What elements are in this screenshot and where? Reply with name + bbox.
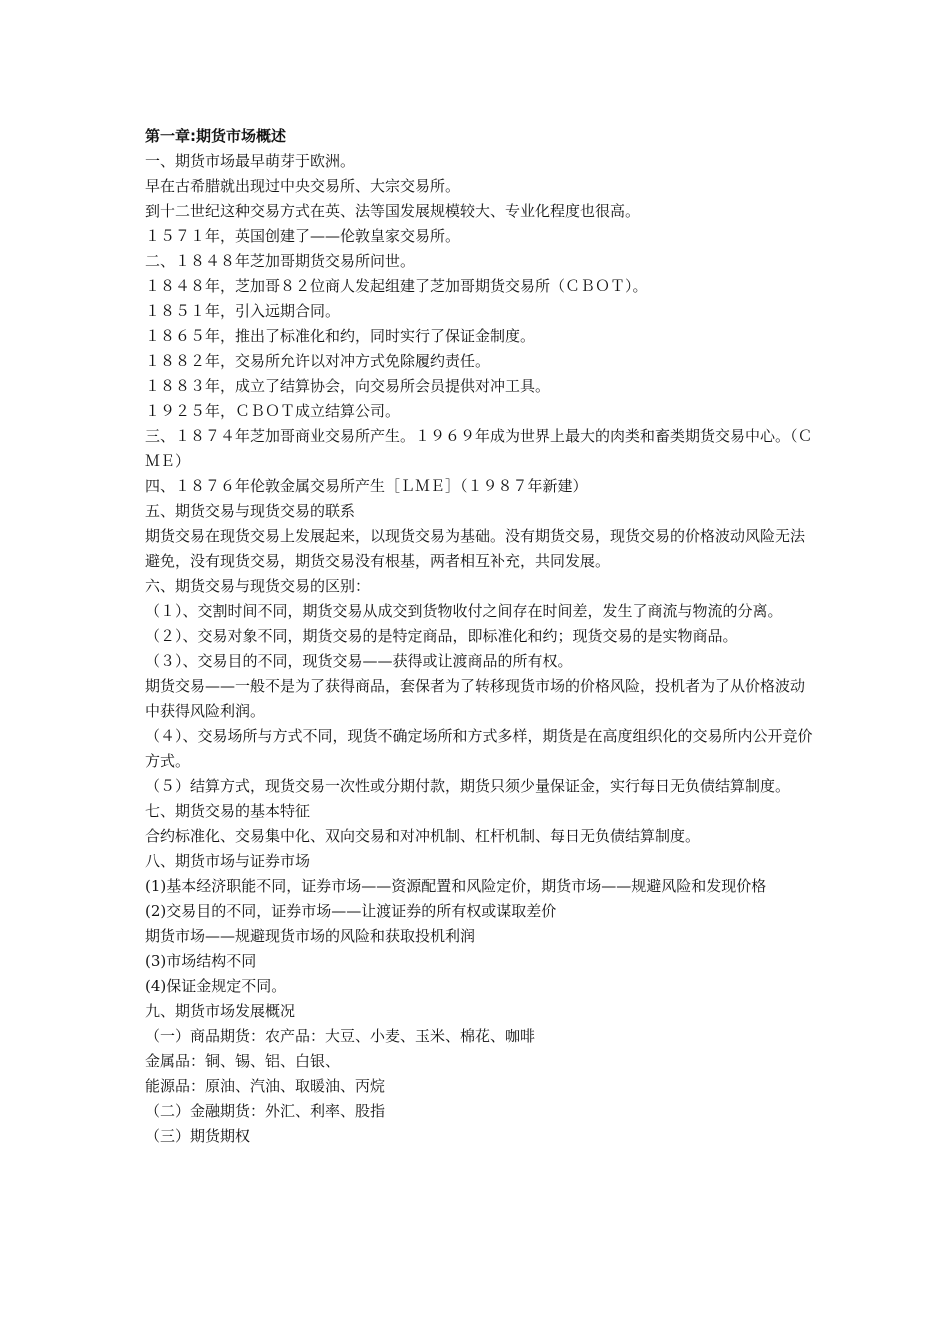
- text-line: （一）商品期货：农产品：大豆、小麦、玉米、棉花、咖啡: [145, 1027, 536, 1045]
- text-line: 八、期货市场与证券市场: [145, 852, 311, 870]
- text-paragraph: (1)基本经济职能不同，证券市场——资源配置和风险定价，期货市场——规避风险和发现价格: [145, 877, 767, 895]
- text-line: 到十二世纪这种交易方式在英、法等国发展规模较大、专业化程度也很高。: [145, 202, 641, 220]
- text-line: (3)市场结构不同: [145, 952, 257, 970]
- text-paragraph: 期货交易——一般不是为了获得商品，套保者为了转移现货市场的价格风险，投机者为了从价格波动中获得风险利润。: [145, 677, 806, 720]
- text-line: １８６５年，推出了标准化和约，同时实行了保证金制度。: [145, 327, 536, 345]
- text-line: 金属品：铜、锡、铝、白银、: [145, 1052, 341, 1070]
- text-paragraph: （１）、交割时间不同，期货交易从成交到货物收付之间存在时间差，发生了商流与物流的分离。: [145, 602, 783, 620]
- text-paragraph: 期货交易在现货交易上发展起来，以现货交易为基础。没有期货交易，现货交易的价格波动风险无法避免，没有现货交易，期货交易没有根基，两者相互补充，共同发展。: [145, 527, 806, 570]
- text-line: （２）、交易对象不同，期货交易的是特定商品，即标准化和约；现货交易的是实物商品。: [145, 627, 738, 645]
- text-line: (4)保证金规定不同。: [145, 977, 287, 995]
- document-body: [145, 124, 815, 1149]
- text-line: 期货市场——规避现货市场的风险和获取投机利润: [145, 927, 476, 945]
- text-line: (2)交易目的不同，证券市场——让渡证券的所有权或谋取差价: [145, 902, 557, 920]
- text-line: 六、期货交易与现货交易的区别：: [145, 577, 371, 595]
- text-line: （二）金融期货：外汇、利率、股指: [145, 1102, 386, 1120]
- text-line: 九、期货市场发展概况: [145, 1002, 296, 1020]
- text-paragraph: （４）、交易场所与方式不同，现货不确定场所和方式多样，期货是在高度组织化的交易所内公开竞价方式。: [145, 727, 813, 770]
- text-line: １５７１年，英国创建了——伦敦皇家交易所。: [145, 227, 461, 245]
- text-paragraph: 三、１８７４年芝加哥商业交易所产生。１９６９年成为世界上最大的肉类和畜类期货交易中心。（ＣＭＥ）: [145, 427, 813, 470]
- text-paragraph: （５）结算方式，现货交易一次性或分期付款，期货只须少量保证金，实行每日无负债结算制度。: [145, 777, 791, 795]
- text-line: １８８２年，交易所允许以对冲方式免除履约责任。: [145, 352, 491, 370]
- text-line: 一、期货市场最早萌芽于欧洲。: [145, 152, 356, 170]
- text-line: 早在古希腊就出现过中央交易所、大宗交易所。: [145, 177, 461, 195]
- text-line: 能源品：原油、汽油、取暖油、丙烷: [145, 1077, 386, 1095]
- text-line: 五、期货交易与现货交易的联系: [145, 502, 356, 520]
- text-line: １８５１年，引入远期合同。: [145, 302, 341, 320]
- text-line: 二、１８４８年芝加哥期货交易所问世。: [145, 252, 416, 270]
- text-line: （三）期货期权: [145, 1127, 251, 1145]
- text-line: １８４８年，芝加哥８２位商人发起组建了芝加哥期货交易所（ＣＢＯＴ）。: [145, 277, 648, 295]
- text-line: 四、１８７６年伦敦金属交易所产生［ＬＭＥ］（１９８７年新建）: [145, 477, 588, 495]
- chapter-title: 第一章:期货市场概述: [145, 127, 286, 145]
- text-line: １８８３年，成立了结算协会，向交易所会员提供对冲工具。: [145, 377, 551, 395]
- text-line: （３）、交易目的不同，现货交易——获得或让渡商品的所有权。: [145, 652, 573, 670]
- text-line: 七、期货交易的基本特征: [145, 802, 311, 820]
- text-line: １９２５年，ＣＢＯＴ成立结算公司。: [145, 402, 401, 420]
- text-line: 合约标准化、交易集中化、双向交易和对冲机制、杠杆机制、每日无负债结算制度。: [145, 827, 701, 845]
